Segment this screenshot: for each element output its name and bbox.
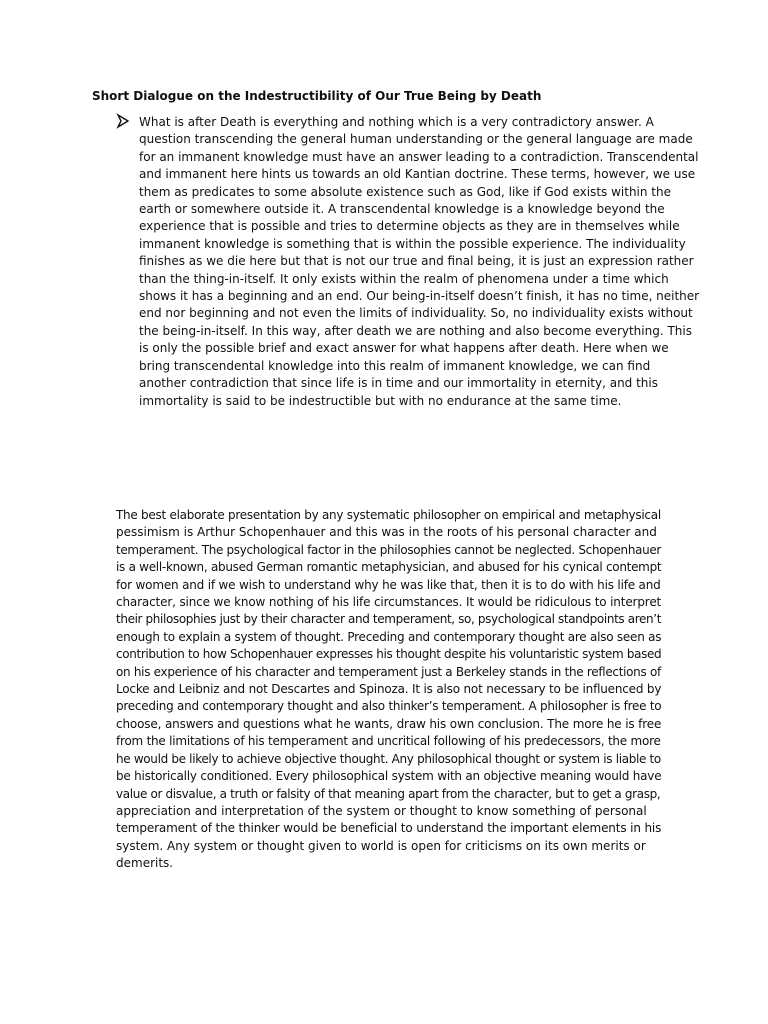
bullet-line: immortality is said to be indestructible but with no endurance at the same time. [139,393,622,408]
bullet-line: for an immanent knowledge must have an answer leading to a contradiction. Transcendental [139,149,699,164]
paragraph-line: Locke and Leibniz and not Descartes and Spinoza. It is also not necessary to be influenced by [116,682,662,697]
bullet-line: another contradiction that since life is in time and our immortality in eternity, and this [139,376,658,391]
document-title: Short Dialogue on the Indestructibility of Our True Being by Death [92,89,542,103]
bullet-line: immanent knowledge is something that is within the possible experience. The individuality [139,236,686,251]
paragraph-line: their philosophies just by their character and temperament, so, psychological standpoints aren’t [116,612,662,627]
bullet-line: than the thing-in-itself. It only exists within the realm of phenomena under a time which [139,271,669,286]
paragraph-line: from the limitations of his temperament and uncritical following of his predecessors, the more [116,734,661,749]
bullet-line: the being-in-itself. In this way, after death we are nothing and also become everything. This [139,323,692,338]
paragraph-line: he would be likely to achieve objective thought. Any philosophical thought or system is liable to [116,751,661,766]
bullet-line: finishes as we die here but that is not our true and final being, it is just an expression rather [139,254,694,269]
paragraph-line: value or disvalue, a truth or falsity of that meaning apart from the character, but to get a grasp, [116,786,661,801]
paragraph-line: for women and if we wish to understand why he was like that, then it is to do with his life and [116,577,661,592]
paragraph-line: system. Any system or thought given to world is open for criticisms on its own merits or [116,838,646,853]
body-paragraph [116,507,661,873]
paragraph-line: demerits. [116,856,174,871]
paragraph-line: is a well-known, abused German romantic metaphysician, and abused for his cynical contempt [116,560,662,575]
paragraph-line: appreciation and interpretation of the system or thought to know something of personal [116,803,647,818]
bullet-line: is only the possible brief and exact answer for what happens after death. Here when we [139,341,669,356]
paragraph-line: be historically conditioned. Every philosophical system with an objective meaning would have [116,769,662,784]
arrow-bullet-icon [116,113,130,129]
bullet-line: earth or somewhere outside it. A transcendental knowledge is a knowledge beyond the [139,202,665,217]
paragraph-line: contribution to how Schopenhauer expresses his thought despite his voluntaristic system based [116,647,662,662]
paragraph-line: on his experience of his character and temperament just a Berkeley stands in the reflections of [116,664,661,679]
bullet-line: experience that is possible and tries to determine objects as they are in themselves while [139,219,680,234]
paragraph-line: character, since we know nothing of his life circumstances. It would be ridiculous to interpret [116,595,662,610]
bullet-paragraph [139,114,699,410]
bullet-line: question transcending the general human understanding or the general language are made [139,132,693,147]
paragraph-line: preceding and contemporary thought and also thinker’s temperament. A philosopher is free to [116,699,662,714]
paragraph-line: choose, answers and questions what he wants, draw his own conclusion. The more he is free [116,716,662,731]
paragraph-line: temperament of the thinker would be beneficial to understand the important elements in his [116,821,662,836]
bullet-line: bring transcendental knowledge into this realm of immanent knowledge, we can find [139,358,651,373]
paragraph-line: enough to explain a system of thought. Preceding and contemporary thought are also seen as [116,629,662,644]
bullet-line: and immanent here hints us towards an old Kantian doctrine. These terms, however, we use [139,167,696,182]
paragraph-line: temperament. The psychological factor in the philosophies cannot be neglected. Schopenhauer [116,542,662,557]
bullet-line: shows it has a beginning and an end. Our being-in-itself doesn’t finish, it has no time, neither [139,289,699,304]
paragraph-line: The best elaborate presentation by any systematic philosopher on empirical and metaphysical [116,508,661,522]
paragraph-line: pessimism is Arthur Schopenhauer and this was in the roots of his personal character and [116,525,657,540]
bullet-line: them as predicates to some absolute existence such as God, like if God exists within the [139,184,671,199]
bullet-line: What is after Death is everything and nothing which is a very contradictory answer. A [139,115,654,129]
bullet-line: end nor beginning and not even the limits of individuality. So, no individuality exists without [139,306,693,321]
